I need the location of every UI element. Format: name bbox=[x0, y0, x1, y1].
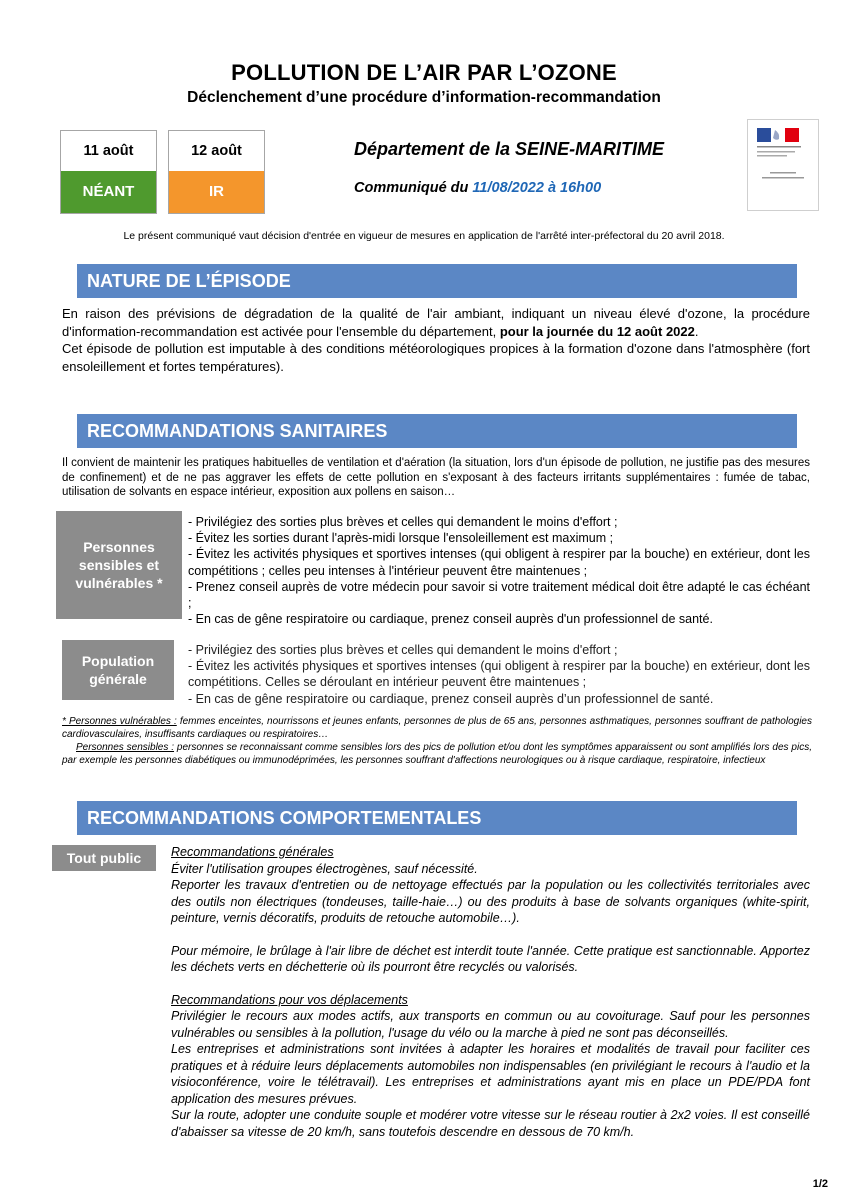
footnote-label: Personnes sensibles : bbox=[76, 742, 175, 753]
day-box-11-aout bbox=[60, 130, 157, 214]
general-subheading: Recommandations générales bbox=[171, 845, 334, 859]
sensitive-recommendations bbox=[188, 514, 810, 627]
prefecture-logo bbox=[747, 119, 819, 211]
list-item: Privilégier le recours aux modes actifs, aux transports en commun ou au covoiturage. Sauf pour les personnes vulnérables ou sensibles à la pollution, l'usage du vélo ou la marche à pied ne sont pas déconseillés. bbox=[171, 1009, 810, 1040]
communique-prefix: Communiqué du bbox=[354, 180, 473, 196]
footnote-label: * Personnes vulnérables : bbox=[62, 716, 177, 727]
memo-paragraph: Pour mémoire, le brûlage à l'air libre de déchet est interdit toute l'année. Cette pratique est sanctionnable. Apportez les déchets verts en déchetterie où ils pourront être recyclés ou valorisés. bbox=[171, 943, 810, 974]
list-item: - En cas de gêne respiratoire ou cardiaque, prenez conseil auprès d'un professionnel de santé. bbox=[188, 612, 713, 627]
nature-cause: Cet épisode de pollution est imputable à des conditions météorologiques propices à la formation d'ozone dans l'atmosphère (fort ensoleillement et fortes températures). bbox=[62, 341, 810, 374]
footnote-text: personnes se reconnaissant comme sensibles lors des pics de pollution et/ou dont les symptômes apparaissent ou sont amplifiés lors des pics, par exemple les personnes diabétiques ou immunodéprimées, les personnes souffrant d'affections neurologiques ou à risque cardiaque, respiratoire, infectieux bbox=[62, 742, 812, 766]
footnote-text: femmes enceintes, nourrissons et jeunes enfants, personnes de plus de 65 ans, personnes asthmatiques, personnes souffrant de pathologies cardiovasculaires, insuffisants cardiaques ou respiratoires… bbox=[62, 716, 812, 740]
communique-date: 11/08/2022 à 16h00 bbox=[472, 180, 602, 196]
nature-text-end: . bbox=[694, 323, 699, 339]
page-number: 1/2 bbox=[812, 1178, 828, 1190]
legal-notice: Le présent communiqué vaut décision d'entrée en vigueur de mesures en application de l'arrêté inter-préfectoral du 20 avril 2018. bbox=[123, 230, 725, 242]
document-title: POLLUTION DE L’AIR PAR L’OZONE bbox=[231, 60, 617, 85]
section-heading-nature: NATURE DE L’ÉPISODE bbox=[77, 264, 797, 298]
list-item: - Privilégiez des sorties plus brèves et celles qui demandent le moins d'effort ; bbox=[188, 515, 618, 529]
audience-label-general: Population générale bbox=[62, 640, 174, 700]
list-item: Les entreprises et administrations sont invitées à adapter les horaires et modalités de travail pour faciliter ces pratiques et à réduire leurs déplacements automobiles non indispensables (en privilégiant le recours à l'audio et la visioconférence, voire le télétravail). Les entreprises et administrations ayant mis en place un PDE/PDA font application des mesures prévues. bbox=[171, 1042, 810, 1106]
footnote-vulnerable bbox=[62, 715, 812, 741]
day-box-12-aout bbox=[168, 130, 265, 214]
marianne-logo-icon bbox=[748, 120, 818, 210]
day-date: 12 août bbox=[191, 143, 242, 159]
document-subtitle: Déclenchement d’une procédure d’information-recommandation bbox=[187, 89, 661, 106]
section-heading-sanitaires: RECOMMANDATIONS SANITAIRES bbox=[77, 414, 797, 448]
general-recommendations bbox=[188, 642, 810, 707]
day-status-badge: NÉANT bbox=[61, 171, 156, 213]
list-item: Sur la route, adopter une conduite souple et modérer votre vitesse sur le réseau routier à 2x2 voies. Il est conseillé d'abaisser sa vitesse de 20 km/h, sans toutefois descendre en dessous de 70 km/h. bbox=[171, 1108, 810, 1139]
list-item: - Prenez conseil auprès de votre médecin pour savoir si votre traitement médical doit être adapté le cas échéant ; bbox=[188, 579, 810, 611]
day-date: 11 août bbox=[83, 143, 134, 159]
audience-label-sensitive: Personnes sensibles et vulnérables * bbox=[56, 511, 182, 619]
department-name: Département de la SEINE-MARITIME bbox=[354, 139, 665, 159]
travel-subheading: Recommandations pour vos déplacements bbox=[171, 992, 408, 1007]
list-item: - Évitez les activités physiques et sportives intenses (qui obligent à respirer par la bouche) en extérieur, dont les compétitions. Celles se déroulant en intérieur peuvent être maintenues ; bbox=[188, 659, 810, 690]
list-item: Reporter les travaux d'entretien ou de nettoyage effectués par la population ou les collectivités territoriales avec des outils non électriques (tondeuses, taille-haie…) ou des produits à base de solvants organiques (white-spirit, peinture, vernis décoratifs, produits de retouche automobile…). bbox=[171, 878, 810, 925]
sanitaires-intro: Il convient de maintenir les pratiques habituelles de ventilation et d'aération (la situation, lors d'un épisode de pollution, ne justifie pas des mesures de confinement) et de ne pas aggraver les effets de cette pollution en s'exposant à des facteurs irritants supplémentaires : fumée de tabac, utilisation de solvants en espace intérieur, exposition aux pollens en saison… bbox=[62, 457, 810, 498]
day-status-badge: IR bbox=[169, 171, 264, 213]
list-item: - Privilégiez des sorties plus brèves et celles qui demandent le moins d'effort ; bbox=[188, 643, 618, 657]
nature-text: En raison des prévisions de dégradation de la qualité de l'air ambiant, indiquant un niveau élevé d'ozone, la procédure d'information-recommandation est activée pour l'ensemble du département, bbox=[62, 306, 810, 339]
nature-paragraph bbox=[62, 305, 810, 375]
list-item: - En cas de gêne respiratoire ou cardiaque, prenez conseil auprès d’un professionnel de santé. bbox=[188, 691, 714, 706]
section-heading-comportementales: RECOMMANDATIONS COMPORTEMENTALES bbox=[77, 801, 797, 835]
footnote-sensitive bbox=[62, 741, 812, 767]
list-item: - Évitez les sorties durant l'après-midi lorsque l'ensoleillement est maximum ; bbox=[188, 531, 614, 546]
list-item: Éviter l'utilisation groupes électrogènes, sauf nécessité. bbox=[171, 861, 478, 876]
audience-label-public: Tout public bbox=[52, 845, 156, 871]
behaviour-recommendations bbox=[171, 844, 810, 1140]
communique-line bbox=[354, 180, 601, 196]
list-item: - Évitez les activités physiques et sportives intenses (qui obligent à respirer par la bouche) en extérieur, dont les compétitions ; celles peu intenses à l'intérieur peuvent être maintenues ; bbox=[188, 547, 810, 578]
nature-date-highlight: pour la journée du 12 août 2022 bbox=[499, 323, 695, 339]
